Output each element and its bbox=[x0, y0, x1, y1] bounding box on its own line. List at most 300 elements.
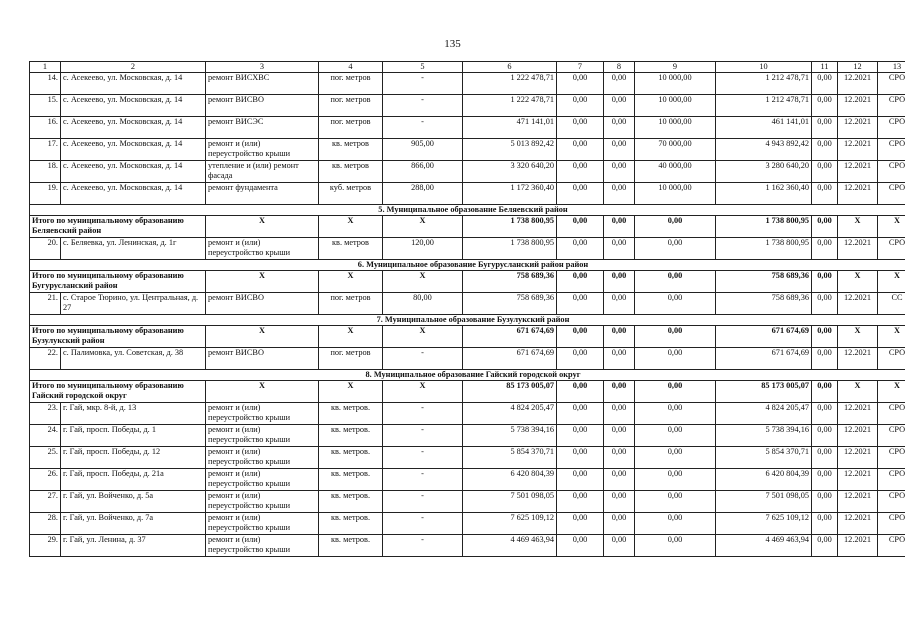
cell-c12: X bbox=[838, 216, 878, 238]
table-row bbox=[30, 447, 905, 469]
cell-c13: X bbox=[878, 381, 905, 403]
cell-c12: 12.2021 bbox=[838, 403, 878, 425]
cell-c7: 0,00 bbox=[557, 513, 604, 535]
cell-qty: - bbox=[383, 117, 463, 139]
cell-c12: 12.2021 bbox=[838, 491, 878, 513]
cell-c9: 0,00 bbox=[635, 535, 716, 557]
table-row bbox=[30, 73, 905, 95]
table-row bbox=[30, 95, 905, 117]
column-number: 5 bbox=[383, 62, 463, 73]
cell-c10: 4 824 205,47 bbox=[716, 403, 812, 425]
cell-c7: 0,00 bbox=[557, 271, 604, 293]
cell-work: ремонт и (или) переустройство крыши bbox=[206, 403, 319, 425]
cell-c9: 0,00 bbox=[635, 491, 716, 513]
cell-c6: 758 689,36 bbox=[463, 293, 557, 315]
cell-unit: кв. метров. bbox=[319, 447, 383, 469]
cell-c7: 0,00 bbox=[557, 293, 604, 315]
cell-work: ремонт ВИСХВС bbox=[206, 73, 319, 95]
column-number: 4 bbox=[319, 62, 383, 73]
cell-unit: кв. метров. bbox=[319, 513, 383, 535]
cell-c7: 0,00 bbox=[557, 447, 604, 469]
cell-c9: 0,00 bbox=[635, 238, 716, 260]
cell-work: ремонт и (или) переустройство крыши bbox=[206, 139, 319, 161]
column-number: 6 bbox=[463, 62, 557, 73]
cell-addr: с. Асекеево, ул. Московская, д. 14 bbox=[61, 139, 206, 161]
cell-c9: 10 000,00 bbox=[635, 117, 716, 139]
cell-c9: 0,00 bbox=[635, 326, 716, 348]
cell-addr: г. Гай, ул. Войченко, д. 7а bbox=[61, 513, 206, 535]
cell-c8: 0,00 bbox=[604, 535, 635, 557]
cell-c6: 471 141,01 bbox=[463, 117, 557, 139]
cell-c12: 12.2021 bbox=[838, 139, 878, 161]
table-row bbox=[30, 535, 905, 557]
cell-c9: 40 000,00 bbox=[635, 161, 716, 183]
cell-c10: 1 212 478,71 bbox=[716, 73, 812, 95]
cell-c13: СС bbox=[878, 293, 905, 315]
cell-c8: 0,00 bbox=[604, 73, 635, 95]
cell-c10: 1 738 800,95 bbox=[716, 216, 812, 238]
cell-addr: с. Старое Тюрино, ул. Центральная, д. 27 bbox=[61, 293, 206, 315]
cell-c8: 0,00 bbox=[604, 425, 635, 447]
cell-c12: 12.2021 bbox=[838, 513, 878, 535]
cell-unit: куб. метров bbox=[319, 183, 383, 205]
cell-c6: 4 824 205,47 bbox=[463, 403, 557, 425]
table-row bbox=[30, 238, 905, 260]
cell-c12: 12.2021 bbox=[838, 183, 878, 205]
column-number: 2 bbox=[61, 62, 206, 73]
cell-c6: 5 854 370,71 bbox=[463, 447, 557, 469]
cell-n: 19. bbox=[30, 183, 61, 205]
cell-c11: 0,00 bbox=[812, 425, 838, 447]
cell-c11: 0,00 bbox=[812, 513, 838, 535]
column-number: 13 bbox=[878, 62, 905, 73]
cell-x2: X bbox=[319, 216, 383, 238]
cell-c8: 0,00 bbox=[604, 293, 635, 315]
cell-work: ремонт и (или) переустройство крыши bbox=[206, 491, 319, 513]
cell-unit: пог. метров bbox=[319, 73, 383, 95]
cell-c10: 85 173 005,07 bbox=[716, 381, 812, 403]
cell-n: 20. bbox=[30, 238, 61, 260]
cell-c7: 0,00 bbox=[557, 216, 604, 238]
column-number: 10 bbox=[716, 62, 812, 73]
table-row bbox=[30, 425, 905, 447]
cell-c13: СРО bbox=[878, 469, 905, 491]
cell-unit: кв. метров. bbox=[319, 403, 383, 425]
cell-x1: X bbox=[206, 271, 319, 293]
cell-c12: 12.2021 bbox=[838, 117, 878, 139]
cell-qty: - bbox=[383, 491, 463, 513]
cell-c8: 0,00 bbox=[604, 161, 635, 183]
cell-c6: 5 738 394,16 bbox=[463, 425, 557, 447]
cell-c9: 0,00 bbox=[635, 348, 716, 370]
cell-unit: кв. метров bbox=[319, 139, 383, 161]
cell-work: ремонт ВИСВО bbox=[206, 95, 319, 117]
cell-addr: г. Гай, ул. Войченко, д. 5а bbox=[61, 491, 206, 513]
cell-unit: кв. метров. bbox=[319, 425, 383, 447]
cell-c12: 12.2021 bbox=[838, 95, 878, 117]
cell-qty: - bbox=[383, 348, 463, 370]
page-number: 135 bbox=[444, 38, 461, 50]
cell-work: ремонт и (или) переустройство крыши bbox=[206, 535, 319, 557]
cell-c11: 0,00 bbox=[812, 117, 838, 139]
column-number: 11 bbox=[812, 62, 838, 73]
cell-c12: 12.2021 bbox=[838, 425, 878, 447]
cell-work: ремонт ВИСЭС bbox=[206, 117, 319, 139]
cell-x3: X bbox=[383, 271, 463, 293]
cell-unit: кв. метров. bbox=[319, 469, 383, 491]
cell-c12: 12.2021 bbox=[838, 469, 878, 491]
section-title: 6. Муниципальное образование Бугурусланский район район bbox=[30, 260, 905, 271]
cell-unit: кв. метров bbox=[319, 238, 383, 260]
cell-c6: 1 222 478,71 bbox=[463, 73, 557, 95]
cell-n: 25. bbox=[30, 447, 61, 469]
cell-c13: СРО bbox=[878, 348, 905, 370]
cell-addr: с. Асекеево, ул. Московская, д. 14 bbox=[61, 161, 206, 183]
cell-c11: 0,00 bbox=[812, 447, 838, 469]
cell-c8: 0,00 bbox=[604, 183, 635, 205]
cell-c10: 1 738 800,95 bbox=[716, 238, 812, 260]
cell-c8: 0,00 bbox=[604, 326, 635, 348]
section-heading-row bbox=[30, 205, 905, 216]
cell-c10: 758 689,36 bbox=[716, 271, 812, 293]
cell-c11: 0,00 bbox=[812, 271, 838, 293]
cell-c11: 0,00 bbox=[812, 73, 838, 95]
cell-c11: 0,00 bbox=[812, 469, 838, 491]
cell-c10: 4 943 892,42 bbox=[716, 139, 812, 161]
cell-x2: X bbox=[319, 326, 383, 348]
cell-c10: 671 674,69 bbox=[716, 326, 812, 348]
cell-c12: X bbox=[838, 271, 878, 293]
section-heading-row bbox=[30, 260, 905, 271]
cell-c7: 0,00 bbox=[557, 381, 604, 403]
cell-c8: 0,00 bbox=[604, 238, 635, 260]
subtotal-row bbox=[30, 271, 905, 293]
cell-work: утепление и (или) ремонт фасада bbox=[206, 161, 319, 183]
cell-unit: кв. метров. bbox=[319, 491, 383, 513]
cell-c9: 0,00 bbox=[635, 381, 716, 403]
cell-c12: 12.2021 bbox=[838, 348, 878, 370]
table-row bbox=[30, 348, 905, 370]
subtotal-label: Итого по муниципальному образованию Бузулукский район bbox=[30, 326, 206, 348]
cell-c13: X bbox=[878, 326, 905, 348]
cell-c8: 0,00 bbox=[604, 381, 635, 403]
cell-c13: СРО bbox=[878, 183, 905, 205]
cell-qty: - bbox=[383, 513, 463, 535]
cell-work: ремонт и (или) переустройство крыши bbox=[206, 513, 319, 535]
cell-x1: X bbox=[206, 381, 319, 403]
table-row bbox=[30, 293, 905, 315]
cell-c11: 0,00 bbox=[812, 238, 838, 260]
cell-unit: пог. метров bbox=[319, 95, 383, 117]
section-heading-row bbox=[30, 315, 905, 326]
cell-c7: 0,00 bbox=[557, 238, 604, 260]
cell-c9: 10 000,00 bbox=[635, 73, 716, 95]
column-number: 8 bbox=[604, 62, 635, 73]
column-number: 12 bbox=[838, 62, 878, 73]
cell-addr: с. Беляевка, ул. Ленинская, д. 1г bbox=[61, 238, 206, 260]
cell-c8: 0,00 bbox=[604, 469, 635, 491]
cell-qty: - bbox=[383, 95, 463, 117]
cell-work: ремонт и (или) переустройство крыши bbox=[206, 425, 319, 447]
cell-unit: кв. метров bbox=[319, 161, 383, 183]
cell-addr: г. Гай, просп. Победы, д. 21а bbox=[61, 469, 206, 491]
cell-c11: 0,00 bbox=[812, 491, 838, 513]
cell-n: 22. bbox=[30, 348, 61, 370]
table-row bbox=[30, 491, 905, 513]
cell-qty: 866,00 bbox=[383, 161, 463, 183]
cell-c12: 12.2021 bbox=[838, 293, 878, 315]
cell-c6: 758 689,36 bbox=[463, 271, 557, 293]
cell-c7: 0,00 bbox=[557, 117, 604, 139]
cell-c13: X bbox=[878, 216, 905, 238]
cell-addr: г. Гай, мкр. 8-й, д. 13 bbox=[61, 403, 206, 425]
cell-c13: СРО bbox=[878, 161, 905, 183]
cell-n: 24. bbox=[30, 425, 61, 447]
cell-x1: X bbox=[206, 326, 319, 348]
cell-c7: 0,00 bbox=[557, 403, 604, 425]
table-row bbox=[30, 139, 905, 161]
cell-c13: СРО bbox=[878, 73, 905, 95]
table-row bbox=[30, 161, 905, 183]
subtotal-label: Итого по муниципальному образованию Бугурусланский район bbox=[30, 271, 206, 293]
cell-qty: 905,00 bbox=[383, 139, 463, 161]
cell-addr: г. Гай, просп. Победы, д. 12 bbox=[61, 447, 206, 469]
cell-c8: 0,00 bbox=[604, 403, 635, 425]
cell-c6: 4 469 463,94 bbox=[463, 535, 557, 557]
cell-c6: 671 674,69 bbox=[463, 326, 557, 348]
cell-n: 23. bbox=[30, 403, 61, 425]
cell-c11: 0,00 bbox=[812, 183, 838, 205]
cell-work: ремонт и (или) переустройство крыши bbox=[206, 238, 319, 260]
table-row bbox=[30, 403, 905, 425]
cell-c10: 758 689,36 bbox=[716, 293, 812, 315]
cell-x3: X bbox=[383, 326, 463, 348]
cell-work: ремонт и (или) переустройство крыши bbox=[206, 469, 319, 491]
cell-c12: 12.2021 bbox=[838, 161, 878, 183]
cell-qty: - bbox=[383, 447, 463, 469]
column-number: 9 bbox=[635, 62, 716, 73]
cell-addr: с. Асекеево, ул. Московская, д. 14 bbox=[61, 183, 206, 205]
cell-c11: 0,00 bbox=[812, 293, 838, 315]
cell-c13: X bbox=[878, 271, 905, 293]
cell-c12: X bbox=[838, 326, 878, 348]
cell-unit: пог. метров bbox=[319, 293, 383, 315]
cell-c13: СРО bbox=[878, 95, 905, 117]
cell-qty: - bbox=[383, 535, 463, 557]
cell-c7: 0,00 bbox=[557, 425, 604, 447]
cell-qty: - bbox=[383, 73, 463, 95]
cell-c13: СРО bbox=[878, 447, 905, 469]
cell-work: ремонт фундамента bbox=[206, 183, 319, 205]
cell-c10: 5 854 370,71 bbox=[716, 447, 812, 469]
cell-c8: 0,00 bbox=[604, 491, 635, 513]
cell-c7: 0,00 bbox=[557, 491, 604, 513]
subtotal-row bbox=[30, 216, 905, 238]
cell-c9: 0,00 bbox=[635, 425, 716, 447]
subtotal-row bbox=[30, 381, 905, 403]
cell-work: ремонт и (или) переустройство крыши bbox=[206, 447, 319, 469]
cell-c6: 671 674,69 bbox=[463, 348, 557, 370]
cell-x3: X bbox=[383, 381, 463, 403]
cell-c6: 7 501 098,05 bbox=[463, 491, 557, 513]
cell-qty: 120,00 bbox=[383, 238, 463, 260]
cell-qty: - bbox=[383, 403, 463, 425]
table-row bbox=[30, 513, 905, 535]
cell-c7: 0,00 bbox=[557, 183, 604, 205]
cell-c10: 1 212 478,71 bbox=[716, 95, 812, 117]
cell-c7: 0,00 bbox=[557, 535, 604, 557]
cell-n: 28. bbox=[30, 513, 61, 535]
cell-c11: 0,00 bbox=[812, 95, 838, 117]
cell-c6: 6 420 804,39 bbox=[463, 469, 557, 491]
cell-c7: 0,00 bbox=[557, 139, 604, 161]
cell-addr: с. Палимовка, ул. Советская, д. 38 bbox=[61, 348, 206, 370]
cell-c13: СРО bbox=[878, 535, 905, 557]
cell-c7: 0,00 bbox=[557, 348, 604, 370]
cell-c6: 1 172 360,40 bbox=[463, 183, 557, 205]
cell-c13: СРО bbox=[878, 513, 905, 535]
table-row bbox=[30, 183, 905, 205]
section-title: 7. Муниципальное образование Бузулукский район bbox=[30, 315, 905, 326]
cell-c10: 671 674,69 bbox=[716, 348, 812, 370]
cell-c10: 3 280 640,20 bbox=[716, 161, 812, 183]
cell-n: 21. bbox=[30, 293, 61, 315]
cell-c12: 12.2021 bbox=[838, 238, 878, 260]
subtotal-label: Итого по муниципальному образованию Гайский городской округ bbox=[30, 381, 206, 403]
cell-c6: 1 738 800,95 bbox=[463, 216, 557, 238]
cell-c6: 85 173 005,07 bbox=[463, 381, 557, 403]
cell-c11: 0,00 bbox=[812, 348, 838, 370]
cell-unit: кв. метров. bbox=[319, 535, 383, 557]
cell-c11: 0,00 bbox=[812, 216, 838, 238]
cell-c9: 0,00 bbox=[635, 469, 716, 491]
cell-c6: 5 013 892,42 bbox=[463, 139, 557, 161]
cell-c6: 7 625 109,12 bbox=[463, 513, 557, 535]
cell-c8: 0,00 bbox=[604, 117, 635, 139]
cell-c8: 0,00 bbox=[604, 348, 635, 370]
cell-c9: 0,00 bbox=[635, 293, 716, 315]
cell-x2: X bbox=[319, 271, 383, 293]
cell-c9: 10 000,00 bbox=[635, 183, 716, 205]
cell-qty: - bbox=[383, 469, 463, 491]
cell-c9: 10 000,00 bbox=[635, 95, 716, 117]
cell-c9: 0,00 bbox=[635, 403, 716, 425]
cell-n: 26. bbox=[30, 469, 61, 491]
cell-c10: 6 420 804,39 bbox=[716, 469, 812, 491]
cell-c6: 1 738 800,95 bbox=[463, 238, 557, 260]
subtotal-row bbox=[30, 326, 905, 348]
cell-qty: 288,00 bbox=[383, 183, 463, 205]
cell-c8: 0,00 bbox=[604, 271, 635, 293]
cell-n: 15. bbox=[30, 95, 61, 117]
cell-c11: 0,00 bbox=[812, 535, 838, 557]
cell-c8: 0,00 bbox=[604, 513, 635, 535]
cell-addr: с. Асекеево, ул. Московская, д. 14 bbox=[61, 95, 206, 117]
column-number: 7 bbox=[557, 62, 604, 73]
cell-c11: 0,00 bbox=[812, 403, 838, 425]
cell-work: ремонт ВИСВО bbox=[206, 293, 319, 315]
cell-c13: СРО bbox=[878, 117, 905, 139]
cell-addr: г. Гай, ул. Ленина, д. 37 bbox=[61, 535, 206, 557]
cell-c10: 461 141,01 bbox=[716, 117, 812, 139]
section-title: 5. Муниципальное образование Беляевский район bbox=[30, 205, 905, 216]
cell-c10: 1 162 360,40 bbox=[716, 183, 812, 205]
cell-c12: 12.2021 bbox=[838, 447, 878, 469]
cell-c13: СРО bbox=[878, 491, 905, 513]
cell-c9: 0,00 bbox=[635, 216, 716, 238]
cell-n: 18. bbox=[30, 161, 61, 183]
column-number: 3 bbox=[206, 62, 319, 73]
cell-x2: X bbox=[319, 381, 383, 403]
cell-c12: 12.2021 bbox=[838, 535, 878, 557]
cell-c7: 0,00 bbox=[557, 326, 604, 348]
cell-c7: 0,00 bbox=[557, 161, 604, 183]
cell-c6: 1 222 478,71 bbox=[463, 95, 557, 117]
cell-c11: 0,00 bbox=[812, 381, 838, 403]
cell-c8: 0,00 bbox=[604, 139, 635, 161]
cell-c10: 5 738 394,16 bbox=[716, 425, 812, 447]
cell-c13: СРО bbox=[878, 139, 905, 161]
cell-c9: 0,00 bbox=[635, 447, 716, 469]
cell-c11: 0,00 bbox=[812, 326, 838, 348]
column-number-row bbox=[30, 62, 905, 73]
cell-n: 14. bbox=[30, 73, 61, 95]
cell-addr: с. Асекеево, ул. Московская, д. 14 bbox=[61, 73, 206, 95]
cell-c7: 0,00 bbox=[557, 95, 604, 117]
cell-n: 17. bbox=[30, 139, 61, 161]
cell-n: 16. bbox=[30, 117, 61, 139]
cell-c10: 7 501 098,05 bbox=[716, 491, 812, 513]
cell-c10: 7 625 109,12 bbox=[716, 513, 812, 535]
cell-c7: 0,00 bbox=[557, 73, 604, 95]
cell-n: 27. bbox=[30, 491, 61, 513]
cell-unit: пог. метров bbox=[319, 117, 383, 139]
repair-program-table bbox=[29, 61, 905, 557]
table-row bbox=[30, 469, 905, 491]
cell-c8: 0,00 bbox=[604, 95, 635, 117]
cell-c13: СРО bbox=[878, 403, 905, 425]
cell-qty: 80,00 bbox=[383, 293, 463, 315]
cell-qty: - bbox=[383, 425, 463, 447]
cell-addr: г. Гай, просп. Победы, д. 1 bbox=[61, 425, 206, 447]
cell-work: ремонт ВИСВО bbox=[206, 348, 319, 370]
cell-c9: 0,00 bbox=[635, 513, 716, 535]
section-title: 8. Муниципальное образование Гайский городской округ bbox=[30, 370, 905, 381]
cell-c9: 0,00 bbox=[635, 271, 716, 293]
cell-x1: X bbox=[206, 216, 319, 238]
cell-c12: 12.2021 bbox=[838, 73, 878, 95]
subtotal-label: Итого по муниципальному образованию Беляевский район bbox=[30, 216, 206, 238]
cell-unit: пог. метров bbox=[319, 348, 383, 370]
cell-c9: 70 000,00 bbox=[635, 139, 716, 161]
cell-c10: 4 469 463,94 bbox=[716, 535, 812, 557]
cell-c11: 0,00 bbox=[812, 161, 838, 183]
cell-c13: СРО bbox=[878, 425, 905, 447]
table-row bbox=[30, 117, 905, 139]
cell-c13: СРО bbox=[878, 238, 905, 260]
cell-n: 29. bbox=[30, 535, 61, 557]
cell-c8: 0,00 bbox=[604, 216, 635, 238]
cell-c8: 0,00 bbox=[604, 447, 635, 469]
column-number: 1 bbox=[30, 62, 61, 73]
cell-c7: 0,00 bbox=[557, 469, 604, 491]
section-heading-row bbox=[30, 370, 905, 381]
cell-c12: X bbox=[838, 381, 878, 403]
cell-addr: с. Асекеево, ул. Московская, д. 14 bbox=[61, 117, 206, 139]
cell-x3: X bbox=[383, 216, 463, 238]
cell-c6: 3 320 640,20 bbox=[463, 161, 557, 183]
cell-c11: 0,00 bbox=[812, 139, 838, 161]
